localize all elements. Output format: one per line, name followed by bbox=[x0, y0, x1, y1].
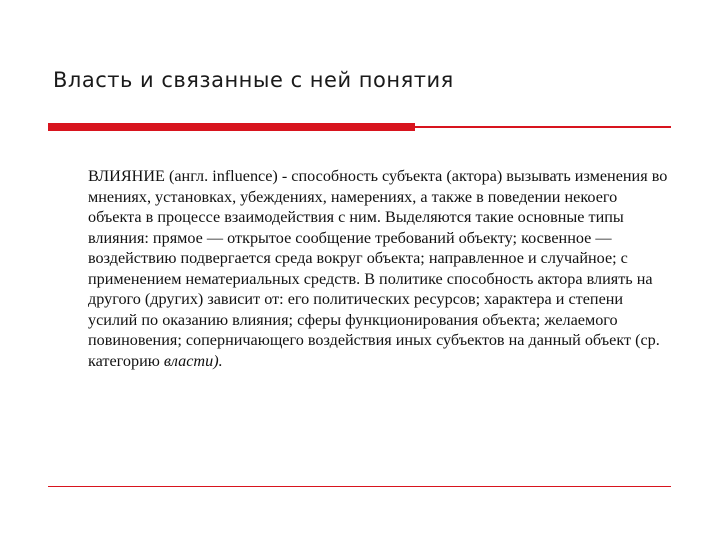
title-underline-thick bbox=[48, 123, 415, 131]
cross-reference: власти). bbox=[163, 351, 223, 370]
slide-title: Власть и связанные с ней понятия bbox=[53, 68, 454, 92]
title-underline-thin bbox=[415, 126, 671, 128]
defined-term: ВЛИЯНИЕ bbox=[88, 167, 165, 185]
footer-rule bbox=[48, 486, 671, 487]
definition-text: (англ. influence) - способность субъекта (актора) вызывать изменения во мнениях, установках, убеждениях, намерениях, а также в поведении некоего объекта в процессе взаимодействия с ним. Выделяются такие основные типы влияния: прямое — открытое сообщение требований объекту; косвенное — воздействию подвергается среда вокруг объекта; направленное и случайное; с применением нематериальных средств. В политике способность актора влиять на другого (других) зависит от: его политических ресурсов; характера и степени усилий по оказанию влияния; сферы функционирования объекта; желаемого повиновения; соперничающего воздействия иных субъектов на данный объект (ср. категорию bbox=[88, 167, 668, 370]
definition-paragraph bbox=[88, 166, 674, 371]
